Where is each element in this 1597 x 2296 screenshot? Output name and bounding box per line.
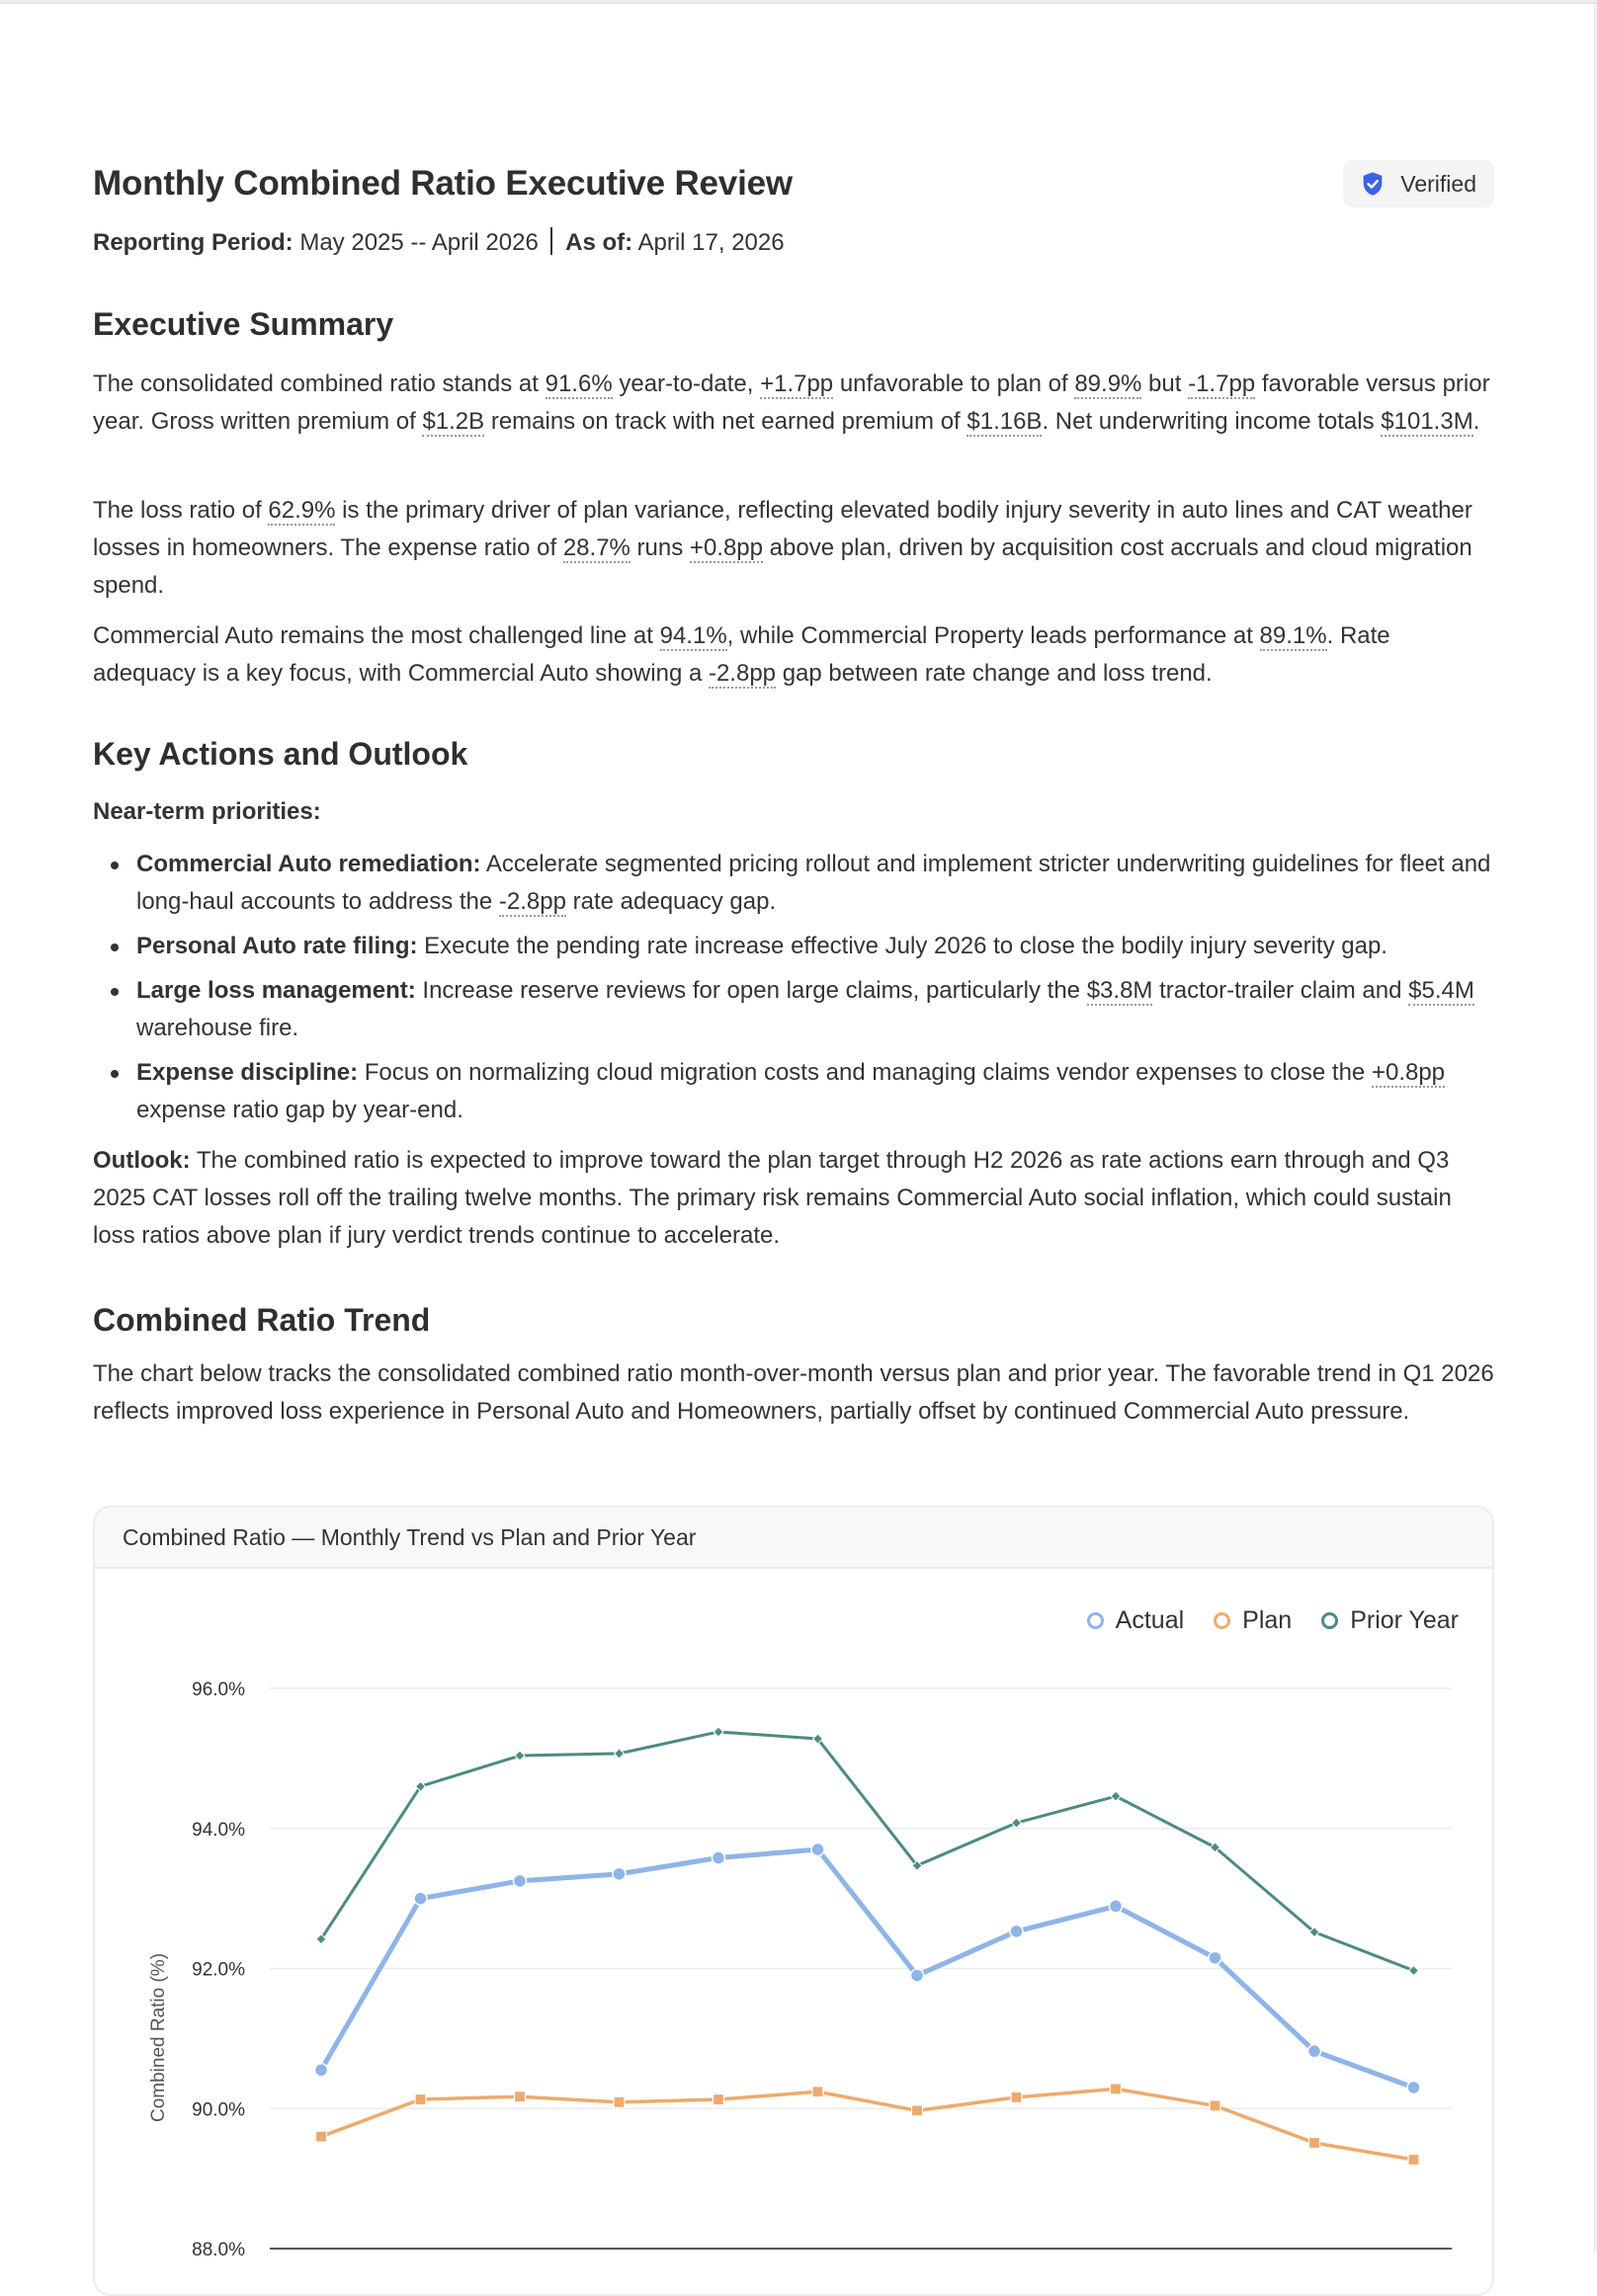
- data-point-plan: [515, 2091, 526, 2102]
- bold-label: Outlook:: [93, 1147, 191, 1174]
- text-run: The loss ratio of: [93, 497, 269, 524]
- data-point-actual: [911, 1969, 924, 1982]
- data-point-plan: [1309, 2137, 1320, 2148]
- reporting-period-value: May 2025 -- April 2026: [299, 229, 539, 256]
- text-run: tractor-trailer claim and: [1152, 977, 1409, 1004]
- chart-title: Combined Ratio — Monthly Trend vs Plan and Prior Year: [95, 1508, 1492, 1569]
- as-of-label: As of:: [565, 229, 633, 256]
- data-point-plan: [1408, 2154, 1419, 2165]
- series-line-plan: [321, 2089, 1414, 2160]
- y-tick-label: 94.0%: [192, 1819, 245, 1841]
- text-run: . Net underwriting income totals: [1042, 408, 1382, 435]
- y-tick-label: 90.0%: [192, 2099, 245, 2121]
- data-point-actual: [315, 2064, 328, 2077]
- legend-label-actual: Actual: [1115, 1606, 1185, 1634]
- page-title: Monthly Combined Ratio Executive Review: [93, 164, 793, 203]
- text-run: . Rate adequacy is a key focus, with Commercial Auto showing a: [93, 622, 1390, 687]
- text-run: Commercial Auto remains the most challenged line at: [93, 622, 660, 649]
- window-top-edge: [0, 0, 1597, 4]
- metric-value[interactable]: $3.8M: [1086, 977, 1153, 1004]
- metric-value[interactable]: -2.8pp: [708, 660, 777, 687]
- metric-value[interactable]: $101.3M: [1381, 408, 1473, 435]
- metric-value[interactable]: 28.7%: [562, 534, 630, 561]
- metric-value[interactable]: +1.7pp: [760, 370, 834, 397]
- bold-label: Large loss management:: [136, 977, 416, 1004]
- data-point-plan: [316, 2131, 327, 2142]
- series-line-prior-year: [321, 1732, 1414, 1971]
- text-run: expense ratio gap by year-end.: [136, 1097, 463, 1123]
- data-point-actual: [1209, 1951, 1221, 1964]
- data-point-plan: [714, 2094, 724, 2105]
- metric-value[interactable]: $1.16B: [967, 408, 1043, 435]
- data-point-actual: [1407, 2081, 1420, 2093]
- text-run: Focus on normalizing cloud migration costs and managing claims vendor expenses to close the: [358, 1059, 1372, 1086]
- data-point-actual: [514, 1874, 527, 1887]
- data-point-plan: [1011, 2091, 1022, 2102]
- y-axis-label: Combined Ratio (%): [148, 1952, 169, 2123]
- text-run: favorable versus prior year. Gross written premium of: [93, 370, 1490, 435]
- text-run: The combined ratio is expected to improve toward the plan target through H2 2026 as rate actions earn through and Q3 2025 CAT losses roll off the trailing twelve months. The primary risk remains Commercial Auto social inflation, which could sustain loss ratios above plan if jury verdict trends continue to accelerate.: [93, 1147, 1452, 1249]
- legend-label-plan: Plan: [1242, 1606, 1293, 1634]
- metric-value[interactable]: -1.7pp: [1188, 370, 1256, 397]
- data-point-actual: [1110, 1900, 1123, 1913]
- trend-paragraph: The chart below tracks the consolidated combined ratio month-over-month versus plan and prior year. The favorable trend in Q1 2026 reflects improved loss experience in Personal Auto and Homeowners, partially offset by continued Commercial Auto pressure.: [93, 1360, 1494, 1425]
- priority-item: [93, 1054, 1494, 1129]
- data-point-plan: [1210, 2100, 1220, 2111]
- data-point-plan: [415, 2094, 426, 2105]
- metric-value[interactable]: $5.4M: [1408, 977, 1474, 1004]
- bold-label: Commercial Auto remediation:: [136, 851, 481, 877]
- text-run: remains on track with net earned premium of: [484, 408, 967, 435]
- priorities-subheading: Near-term priorities:: [93, 798, 321, 825]
- text-run: The consolidated combined ratio stands at: [93, 370, 546, 397]
- metric-value[interactable]: +0.8pp: [689, 534, 763, 561]
- line-chart: [95, 1508, 1494, 2296]
- text-run: but: [1141, 370, 1189, 397]
- text-run: gap between rate change and loss trend.: [776, 660, 1213, 687]
- data-point-prior-year: [515, 1751, 525, 1761]
- section-heading-trend: Combined Ratio Trend: [93, 1302, 431, 1338]
- data-point-plan: [1111, 2084, 1122, 2094]
- outlook-paragraph: [93, 1142, 1494, 1255]
- legend-label-prior-year: Prior Year: [1350, 1606, 1459, 1634]
- verified-badge-label: Verified: [1400, 170, 1476, 197]
- data-point-plan: [614, 2096, 625, 2107]
- section-heading-key-actions: Key Actions and Outlook: [93, 736, 468, 772]
- summary-paragraph: [93, 617, 1494, 693]
- data-point-actual: [1010, 1925, 1023, 1937]
- reporting-period-label: Reporting Period:: [93, 229, 294, 256]
- priority-item: [93, 972, 1494, 1047]
- text-run: Accelerate segmented pricing rollout and implement stricter underwriting guidelines for fleet and long-haul accounts to address the: [136, 851, 1491, 915]
- priorities-list: [93, 846, 1494, 1136]
- data-point-actual: [414, 1892, 427, 1905]
- metric-value[interactable]: 94.1%: [659, 622, 727, 649]
- report-meta: [93, 227, 785, 257]
- text-run: Execute the pending rate increase effective July 2026 to close the bodily injury severity gap.: [417, 933, 1387, 959]
- meta-divider: [550, 227, 552, 255]
- y-tick-label: 96.0%: [192, 1680, 245, 1700]
- text-run: , while Commercial Property leads performance at: [726, 622, 1260, 649]
- metric-value[interactable]: 91.6%: [545, 370, 613, 397]
- as-of-value: April 17, 2026: [637, 229, 785, 256]
- data-point-actual: [613, 1867, 626, 1880]
- data-point-prior-year: [615, 1749, 625, 1759]
- data-point-actual: [811, 1844, 824, 1856]
- bold-label: Expense discipline:: [136, 1059, 359, 1086]
- text-run: Increase reserve reviews for open large claims, particularly the: [415, 977, 1087, 1004]
- text-run: warehouse fire.: [136, 1015, 299, 1041]
- data-point-actual: [1308, 2045, 1321, 2058]
- summary-paragraph: [93, 492, 1494, 605]
- priority-item: [93, 846, 1494, 921]
- text-run: rate adequacy gap.: [565, 888, 777, 915]
- data-point-plan: [912, 2105, 923, 2116]
- metric-value[interactable]: 89.1%: [1259, 622, 1327, 649]
- report-header: [93, 158, 1494, 217]
- data-point-prior-year: [714, 1727, 723, 1737]
- chart-card: [93, 1506, 1494, 2296]
- data-point-prior-year: [1409, 1966, 1419, 1976]
- data-point-prior-year: [1012, 1818, 1022, 1828]
- text-run: runs: [630, 534, 690, 561]
- verified-badge: [1343, 160, 1494, 207]
- shield-check-icon: [1359, 170, 1387, 198]
- metric-value[interactable]: 62.9%: [268, 497, 336, 524]
- y-tick-label: 88.0%: [192, 2240, 245, 2260]
- data-point-actual: [713, 1851, 725, 1864]
- summary-paragraph: [93, 366, 1494, 441]
- metric-value[interactable]: 89.9%: [1074, 370, 1142, 397]
- text-run: is the primary driver of plan variance, reflecting elevated bodily injury severity in auto lines and CAT weather losses in homeowners. The expense ratio of: [93, 497, 1472, 561]
- text-run: above plan, driven by acquisition cost accruals and cloud migration spend.: [93, 534, 1472, 599]
- metric-value[interactable]: $1.2B: [422, 408, 485, 435]
- priority-item: [93, 928, 1494, 965]
- text-run: year-to-date,: [612, 370, 761, 397]
- bold-label: Personal Auto rate filing:: [136, 933, 418, 959]
- data-point-plan: [812, 2087, 823, 2097]
- text-run: .: [1472, 408, 1480, 435]
- metric-value[interactable]: +0.8pp: [1371, 1059, 1446, 1086]
- text-run: unfavorable to plan of: [833, 370, 1075, 397]
- y-tick-label: 92.0%: [192, 1959, 245, 1981]
- section-heading-executive-summary: Executive Summary: [93, 306, 394, 342]
- metric-value[interactable]: -2.8pp: [498, 888, 566, 915]
